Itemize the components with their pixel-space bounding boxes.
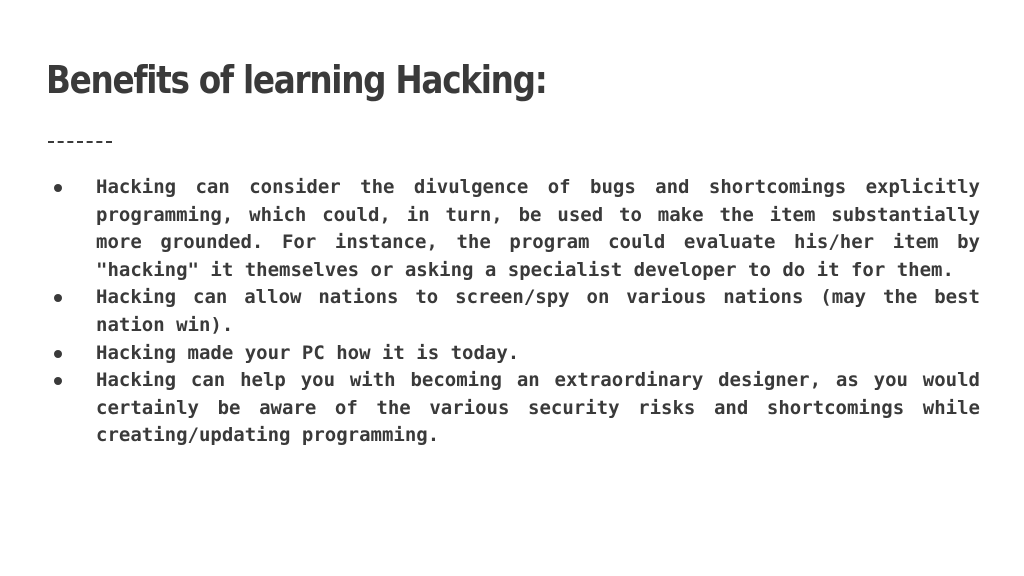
bullet-dot-icon — [54, 294, 62, 302]
bullet-text: Hacking can consider the divulgence of bugs and shortcomings explicitly programming, which could, in turn, be used to make the item substantially more grounded. For instance, the program could evaluate his/her item by "hacking" it themselves or asking a specialist developer to do it for them. — [96, 176, 980, 281]
bullet-item-4 — [50, 367, 980, 450]
bullet-text: Hacking can allow nations to screen/spy on various nations (may the best nation win). — [96, 286, 980, 336]
slide-title: Benefits of learning Hacking: — [46, 58, 547, 102]
bullet-item-3 — [50, 340, 980, 368]
bullet-dot-icon — [54, 184, 62, 192]
bullet-item-2 — [50, 284, 980, 339]
bullet-item-1 — [50, 174, 980, 284]
title-divider — [48, 141, 112, 143]
bullet-dot-icon — [54, 350, 62, 358]
bullet-text: Hacking can help you with becoming an extraordinary designer, as you would certainly be aware of the various security risks and shortcomings while creating/updating programming. — [96, 369, 980, 447]
bullet-dot-icon — [54, 377, 62, 385]
bullet-list — [50, 174, 980, 450]
bullet-text: Hacking made your PC how it is today. — [96, 341, 520, 364]
